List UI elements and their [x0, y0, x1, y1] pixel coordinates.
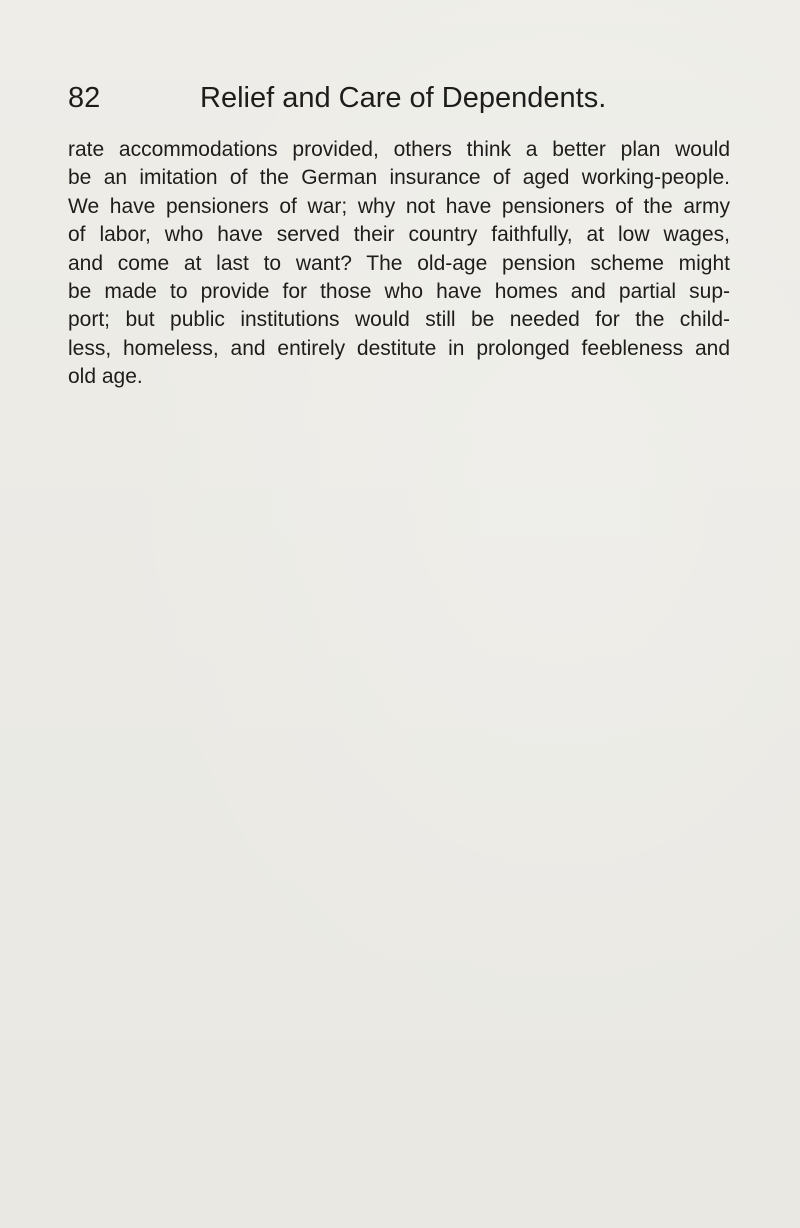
text-line: old age. — [68, 365, 143, 389]
body-paragraph — [68, 136, 730, 392]
text-line: of labor, who have served their country faithfully, at low wages, — [68, 223, 730, 247]
running-title: Relief and Care of Dependents. — [200, 82, 607, 114]
text-line: less, homeless, and entirely destitute in prolonged feebleness and — [68, 336, 730, 360]
running-head — [68, 78, 628, 118]
text-line: be made to provide for those who have homes and partial sup- — [68, 279, 730, 303]
text-line: rate accommodations provided, others think a better plan would — [68, 138, 730, 161]
page-number: 82 — [68, 82, 101, 114]
text-line: be an imitation of the German insurance of aged working-people. — [68, 166, 730, 190]
text-line: We have pensioners of war; why not have pensioners of the army — [68, 194, 730, 218]
text-line: and come at last to want? The old-age pension scheme might — [68, 251, 730, 275]
text-line: port; but public institutions would still be needed for the child- — [68, 308, 730, 332]
